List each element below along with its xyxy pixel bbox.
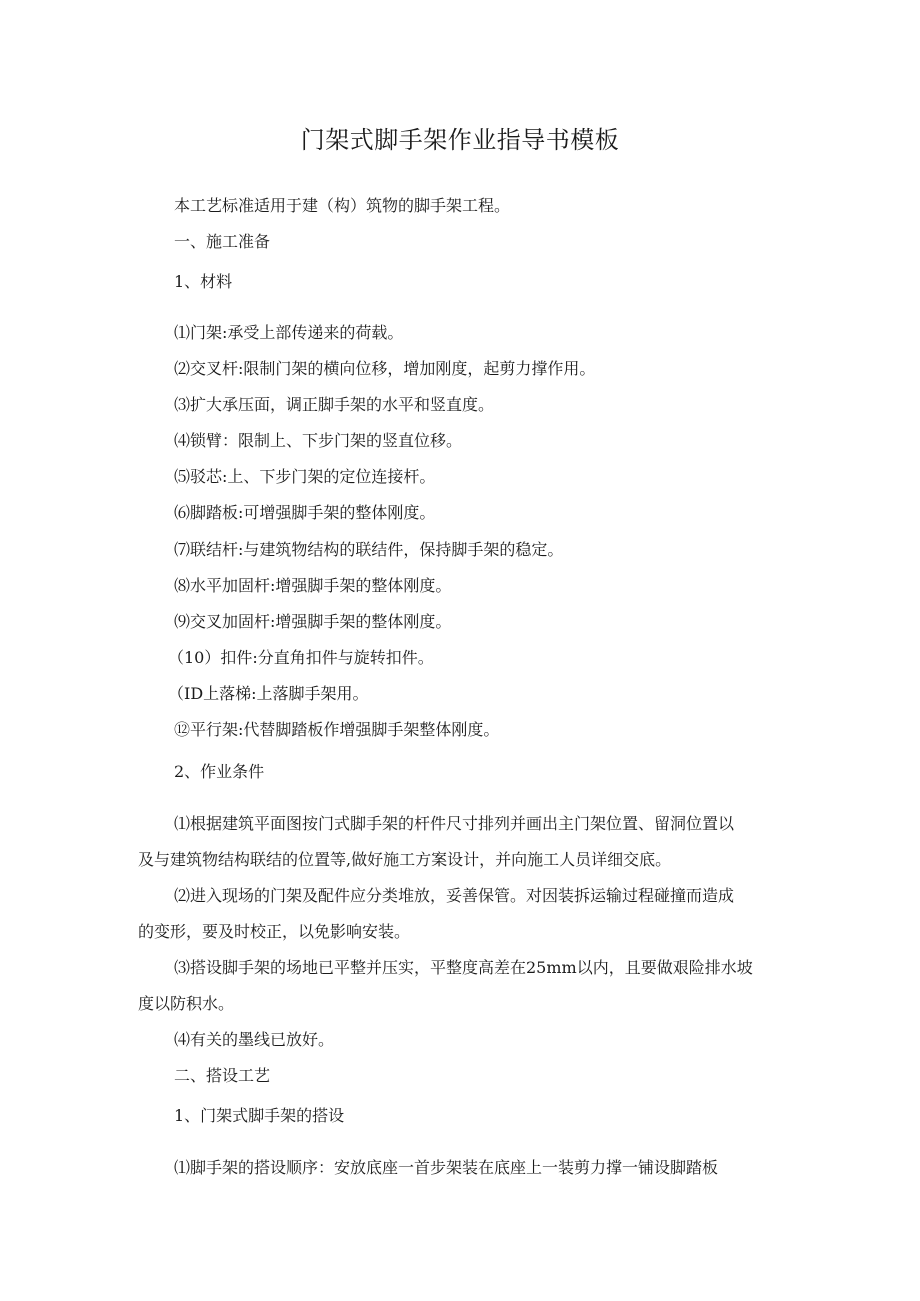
material-item: ⑸驳芯:上、下步门架的定位连接杆。: [174, 467, 436, 486]
subsection-heading-erection: 1、门架式脚手架的搭设: [174, 1106, 345, 1125]
material-item: ⑫平行架:代替脚踏板作增强脚手架整体刚度。: [174, 720, 500, 739]
material-item: ⑼交叉加固杆:增强脚手架的整体刚度。: [174, 612, 452, 631]
condition-paragraph-line: 及与建筑物结构联结的位置等,做好施工方案设计，并向施工人员详细交底。: [138, 850, 672, 869]
condition-paragraph-line: ⑴根据建筑平面图按门式脚手架的杆件尺寸排列并画出主门架位置、留洞位置以: [174, 814, 735, 833]
condition-paragraph-line: 度以防积水。: [138, 994, 235, 1013]
material-item: ⑺联结杆:与建筑物结构的联结件，保持脚手架的稳定。: [174, 540, 564, 559]
subsection-heading-materials: 1、材料: [174, 272, 233, 291]
intro-paragraph: 本工艺标准适用于建（构）筑物的脚手架工程。: [174, 196, 511, 215]
erection-paragraph-line: ⑴脚手架的搭设顺序：安放底座一首步架装在底座上一装剪力撑一铺设脚踏板: [174, 1158, 719, 1177]
material-item: （ID上落梯:上落脚手架用。: [168, 684, 369, 703]
material-item: ⑶扩大承压面，调正脚手架的水平和竖直度。: [174, 395, 495, 414]
condition-paragraph-line: ⑶搭设脚手架的场地已平整并压实，平整度高差在25mm以内，且要做艰险排水坡: [174, 958, 753, 977]
condition-paragraph-line: 的变形，要及时校正，以免影响安装。: [138, 922, 411, 941]
subsection-heading-conditions: 2、作业条件: [174, 762, 265, 781]
material-item: ⑻水平加固杆:增强脚手架的整体刚度。: [174, 576, 452, 595]
section-heading-erection: 二、搭设工艺: [174, 1066, 271, 1085]
condition-paragraph-line: ⑵进入现场的门架及配件应分类堆放，妥善保管。对因装拆运输过程碰撞而造成: [174, 886, 735, 905]
material-item: （10）扣件:分直角扣件与旋转扣件。: [168, 648, 434, 667]
document-title: 门架式脚手架作业指导书模板: [300, 126, 620, 154]
section-heading-preparation: 一、施工准备: [174, 232, 271, 251]
condition-paragraph-line: ⑷有关的墨线已放好。: [174, 1030, 335, 1049]
material-item: ⑵交叉杆:限制门架的横向位移，增加刚度，起剪力撑作用。: [174, 359, 596, 378]
material-item: ⑴门架:承受上部传递来的荷载。: [174, 323, 404, 342]
material-item: ⑹脚踏板:可增强脚手架的整体刚度。: [174, 503, 436, 522]
material-item: ⑷锁臂：限制上、下步门架的竖直位移。: [174, 431, 463, 450]
